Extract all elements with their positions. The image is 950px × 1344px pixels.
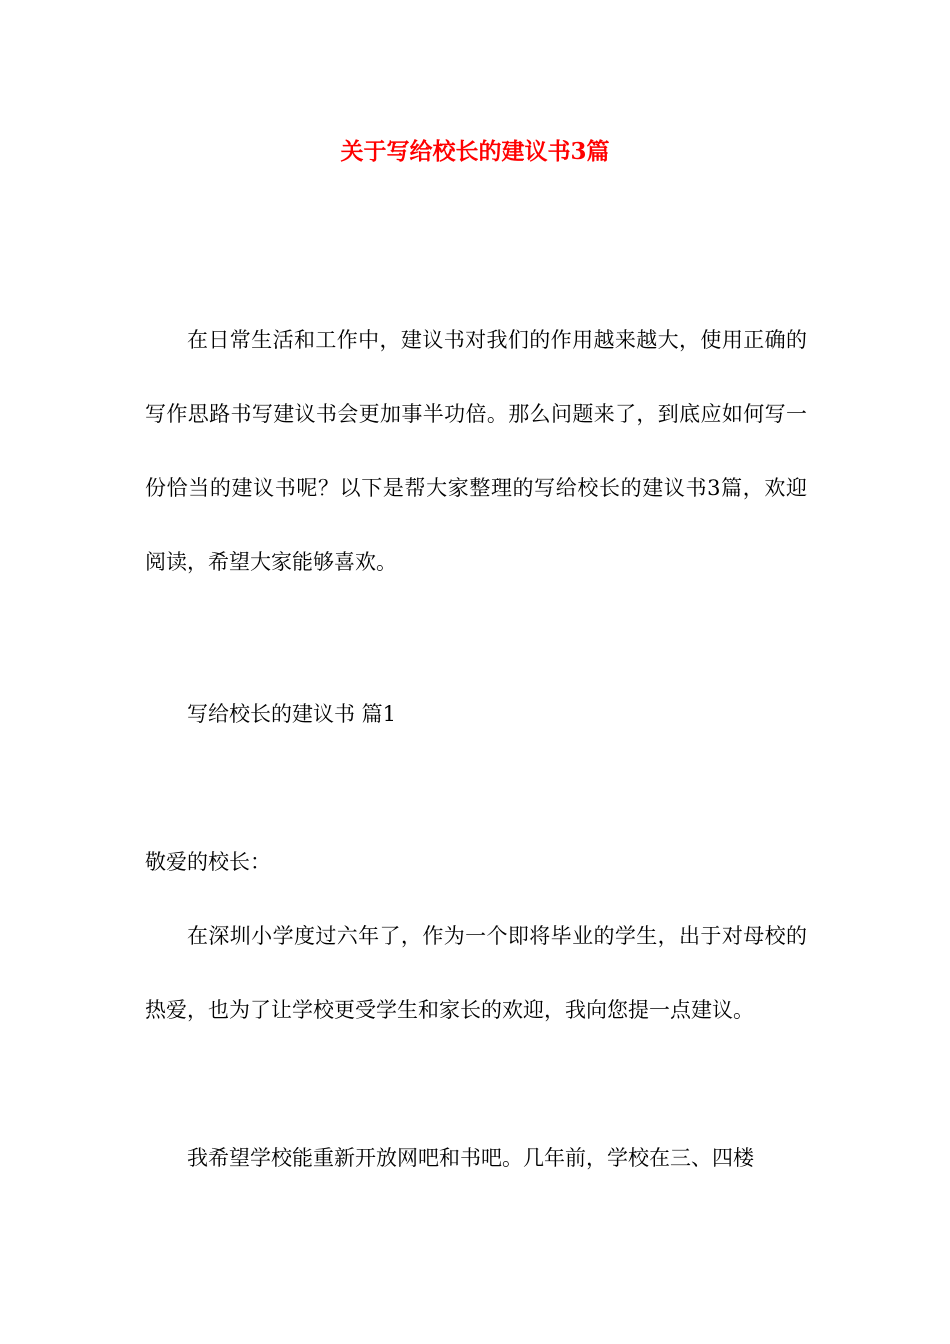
- section-heading: 写给校长的建议书 篇1: [187, 702, 397, 726]
- body-paragraph: 我希望学校能重新开放网吧和书吧。几年前，学校在三、四楼: [187, 1146, 754, 1170]
- salutation: 敬爱的校长：: [145, 850, 271, 874]
- document-title: 关于写给校长的建议书3篇: [340, 138, 610, 165]
- body-paragraph: 在深圳小学度过六年了，作为一个即将毕业的学生，出于对母校的热爱，也为了让学校更受学生和家长的欢迎，我向您提一点建议。: [145, 924, 807, 1022]
- intro-paragraph: 在日常生活和工作中，建议书对我们的作用越来越大，使用正确的写作思路书写建议书会更加事半功倍。那么问题来了，到底应如何写一份恰当的建议书呢？以下是帮大家整理的写给校长的建议书3篇，欢迎阅读，希望大家能够喜欢。: [145, 328, 807, 574]
